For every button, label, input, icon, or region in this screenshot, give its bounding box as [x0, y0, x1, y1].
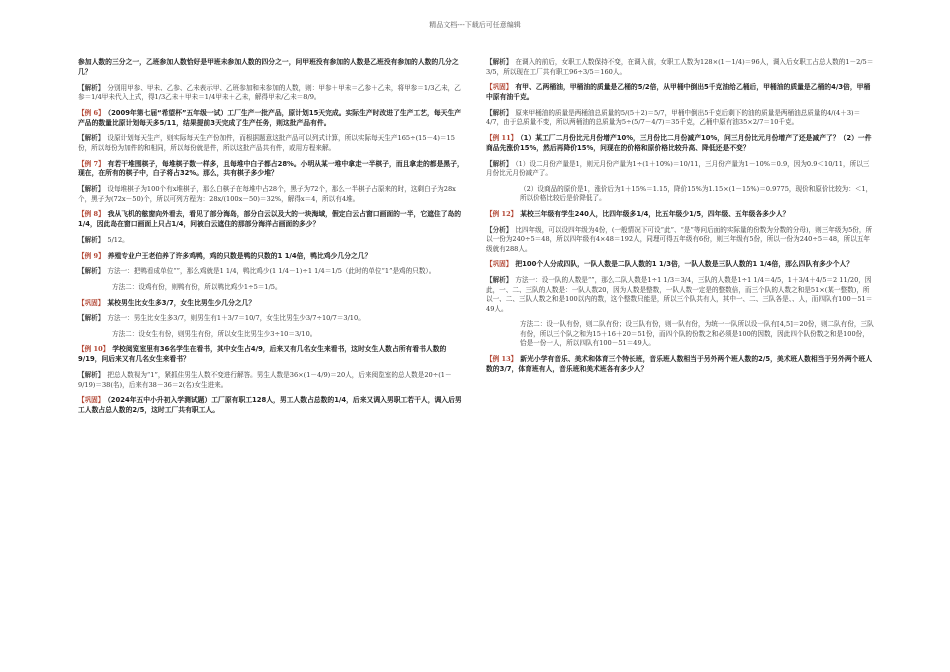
block-text: 5/12。 [107, 236, 129, 245]
block-text: （1）设二月份产量是1，则元月份产量为1÷(1＋10%)＝10/11，三月份产量为1－10%＝0.9，因为0.9＜10/11，所以三月份比元月份减产了。 [486, 159, 870, 178]
block-tag: 【解析】 [78, 371, 105, 380]
block-text: 比四年级，可以设四年级为4份，(一般情况下可设“此”、“是”等问后面的实际量的份数为分数的分母)，则三年级为5份，所以一份为240÷5＝48，所以四年级有4×48＝192人，同理可得五年级有6份，则三年级有5份，所以一份为240÷5＝48，所以五年级就有288人。 [486, 225, 873, 253]
example-block [78, 160, 466, 180]
solution-block [78, 267, 466, 277]
block-text: 我从飞机的舷窗向外看去，看见了部分海岛，部分白云以及大的一块海域，假定白云占窗口画面的一半，它遮住了岛的1/4，因此岛在窗口画面上只占1/4，问被白云遮住的那部分海洋占画面的多少？ [78, 210, 462, 229]
block-text: 方法一：男生比女生多3/7，则男生有1＋3/7＝10/7，女生比男生少3/7÷10/7＝3/10。 [107, 314, 365, 323]
block-tag: 【例 9】 [78, 251, 105, 260]
block-tag: 【解析】 [486, 276, 513, 285]
page-header: 精品文档---下载后可任意编辑 [429, 21, 521, 29]
block-text: 参加人数的三分之一，乙班参加人数恰好是甲班未参加人数的四分之一，问甲班没有参加的人数是乙班没有参加的人数的几分之几？ [78, 58, 459, 76]
block-tag: 【例 6】 [78, 108, 105, 117]
block-text: 某校男生比女生多3/7，女生比男生少几分之几？ [107, 298, 256, 307]
text-block [78, 58, 466, 78]
block-text: （2009年第七届“希望杯”五年级一试）工厂生产一批产品，原计划15天完成。实际生产时改进了生产工艺，每天生产产品的数量比原计划每天多5/11，结果提前3天完成了生产任务，则这批产品有件。 [78, 108, 462, 127]
block-text: 方法二：设女生有份，则男生有份，所以女生比男生少3÷10＝3/10。 [112, 329, 317, 338]
solution-block [78, 283, 466, 293]
block-text: 方法二：设一队有份，则二队有份；设三队有份，则一队有份，为统一一队所以设一队有[4,5]＝20份，则二队有份，三队有份，所以三个队之和为15＋16＋20＝51份，而四个队的份数之和必须是100的因数，因此四个队份数之和是100份，恰是一份一人，所以四队有100－51＝49人。 [520, 320, 874, 348]
block-tag: 【例 12】 [486, 209, 518, 218]
block-text: 养殖专业户王老伯养了许多鸡鸭，鸡的只数是鸭的只数的1 1/4倍，鸭比鸡少几分之几？ [107, 251, 372, 260]
block-text: （1）某工厂二月份比元月份增产10%，三月份比二月份减产10%，问三月份比元月份增产了还是减产了？（2）一件商品先涨价15%，然后再降价15%，问现在的价格和原价格比较升高、降低还是不变？ [486, 133, 872, 152]
example-block [78, 210, 466, 230]
solution-block [486, 185, 874, 204]
block-tag: 【分析】 [486, 225, 513, 234]
example-block [486, 355, 874, 375]
solution-block [78, 134, 466, 153]
practice-block [78, 299, 466, 309]
block-tag: 【解析】 [78, 314, 105, 323]
left-column [78, 58, 466, 422]
block-text: （2）设商品的原价是1，涨价后为1＋15%＝1.15，降价15%为1.15×(1－15%)＝0.9775，现价和原价比较为：＜1，所以价格比较后是价降低了。 [520, 184, 873, 203]
example-block [486, 210, 874, 220]
block-tag: 【巩固】 [78, 298, 105, 307]
block-text: （2024年五中小升初入学测试题）工厂原有职工128人，男工人数占总数的1/4，后来又调入男职工若干人，调入后男工人数占总人数的2/5，这时工厂共有职工人。 [78, 396, 462, 415]
block-tag: 【例 13】 [486, 354, 518, 363]
block-text: 在调入的前后，女职工人数保持不变，在调入前，女职工人数为128×(1－1/4)＝96人，调入后女职工占总人数的1－2/5＝3/5，所以现在工厂共有职工96÷3/5＝160人。 [486, 58, 874, 76]
block-tag: 【解析】 [78, 267, 105, 276]
block-text: 原来甲桶油的质量是两桶油总质量的5/(5＋2)＝5/7，甲桶中倒出5千克后剩下的油的质量是两桶油总质量的4/(4＋3)＝4/7，由于总质量不变，所以两桶油的总质量为5÷(5/7－4/7)＝35千克，乙桶中原有油35×2/7＝10千克。 [486, 108, 861, 127]
block-tag: 【解析】 [78, 236, 105, 245]
solution-block [486, 160, 874, 179]
block-tag: 【解析】 [486, 58, 513, 66]
solution-block [78, 314, 466, 324]
example-block [486, 134, 874, 154]
block-tag: 【解析】 [78, 185, 105, 194]
right-column [486, 58, 874, 381]
block-text: 设原计划每天生产，则实际每天生产份加件，而根据题意这批产品可以列式计算，所以实际每天生产165÷(15－4)＝15份，所以每份为加件的和相同，所以每份就是件，所以这批产品共有件，或用方程来解。 [78, 134, 455, 153]
block-text: 某校三年级有学生240人，比四年级多1/4，比五年级少1/5，四年级、五年级各多少人？ [520, 209, 790, 218]
practice-block [486, 260, 874, 270]
solution-block [486, 109, 874, 128]
solution-block [486, 226, 874, 255]
solution-block [78, 84, 466, 103]
block-text: 方法一：设一队的人数是“”，那么二队人数是1÷1 1/3＝3/4，三队的人数是1÷1 1/4＝4/5，1＋3/4＋4/5＝2 11/20，因此，一、二、三队的人数是：一队人数20，因为人数是整数，一队人数一定是的整数倍，而三个队的人数之和是51×(某一整数)，所以一、二、三队人数之和是100以内的数，这个整数只能是，所以三个队共有人，其中一、二、三队各是、、人，而四队有100－51＝49人。 [486, 276, 873, 313]
solution-block [486, 58, 874, 77]
block-text: 分别用甲参、甲未、乙参、乙未表示甲、乙班参加和未参加的人数，则：甲参＋甲未＝乙参＋乙未，将甲参＝1/3乙未，乙参＝1/4甲未代入上式，得1/3乙未＋甲未＝1/4甲未＋乙未，解得甲未/乙未＝8/9。 [78, 83, 461, 102]
block-tag: 【解析】 [78, 83, 105, 92]
block-text: 新光小学有音乐、美术和体育三个特长班，音乐班人数相当于另外两个班人数的2/5，美术班人数相当于另外两个班人数的3/7，体育班有人，音乐班和美术班各有多少人？ [486, 354, 873, 373]
block-tag: 【例 8】 [78, 210, 105, 219]
practice-block [78, 396, 466, 416]
solution-block [486, 276, 874, 314]
practice-block [486, 83, 874, 103]
block-text: 有甲、乙两桶油，甲桶油的质量是乙桶的5/2倍，从甲桶中倒出5千克油给乙桶后，甲桶油的质量是乙桶的4/3倍，甲桶中原有油千克。 [486, 83, 871, 101]
solution-block [486, 320, 874, 349]
block-text: 学校阅览室里有36名学生在看书，其中女生占4/9，后来又有几名女生来看书，这时女生人数占所有看书人数的9/19，问后来又有几名女生来看书？ [78, 345, 447, 364]
example-block [78, 252, 466, 262]
solution-block [78, 236, 466, 246]
block-tag: 【巩固】 [486, 83, 513, 92]
block-tag: 【例 10】 [78, 345, 110, 354]
block-tag: 【解析】 [486, 108, 513, 117]
block-text: 把总人数视为“1”，紧抓住男生人数不变进行解答。男生人数是36×(1－4/9)＝20人，后来阅览室的总人数是20÷(1－9/19)＝38(名)，后来有38－36＝2(名)女生进来。 [78, 371, 452, 389]
block-tag: 【解析】 [486, 159, 513, 168]
solution-block [78, 185, 466, 204]
block-text: 方法二：设鸡有份，则鸭有份，所以鸭比鸡少1÷5＝1/5。 [112, 282, 282, 291]
block-tag: 【巩固】 [78, 396, 105, 405]
block-text: 设每堆棋子为100个有x堆棋子，那么白棋子在每堆中占28个，黑子为72个，那么一半棋子占原来的时，这剩白子为28x个，黑子为(72x－50)个，所以可列方程为：28x/(100x－50)＝32%，解得x＝4，所以有4堆。 [78, 185, 456, 203]
block-tag: 【例 7】 [78, 159, 105, 168]
block-tag: 【例 11】 [486, 133, 518, 142]
block-text: 有若干堆围棋子，每堆棋子数一样多，且每堆中白子都占28%。小明从某一堆中拿走一半棋子，而且拿走的都是黑子，现在，在所有的棋子中，白子将占32%。那么，共有棋子多少堆？ [78, 159, 464, 178]
example-block [78, 345, 466, 365]
solution-block [78, 330, 466, 340]
block-text: 把100个人分成四队，一队人数是二队人数的1 1/3倍，一队人数是三队人数的1 1/4倍，那么四队有多少个人？ [515, 260, 854, 269]
solution-block [78, 371, 466, 390]
block-text: 方法一：把鸭看成单位“”，那么鸡就是1 1/4，鸭比鸡少(1 1/4－1)÷1 1/4＝1/5（此时的单位“1”是鸡的只数）。 [107, 267, 436, 276]
block-tag: 【巩固】 [486, 260, 513, 269]
example-block [78, 109, 466, 129]
block-tag: 【解析】 [78, 134, 105, 143]
